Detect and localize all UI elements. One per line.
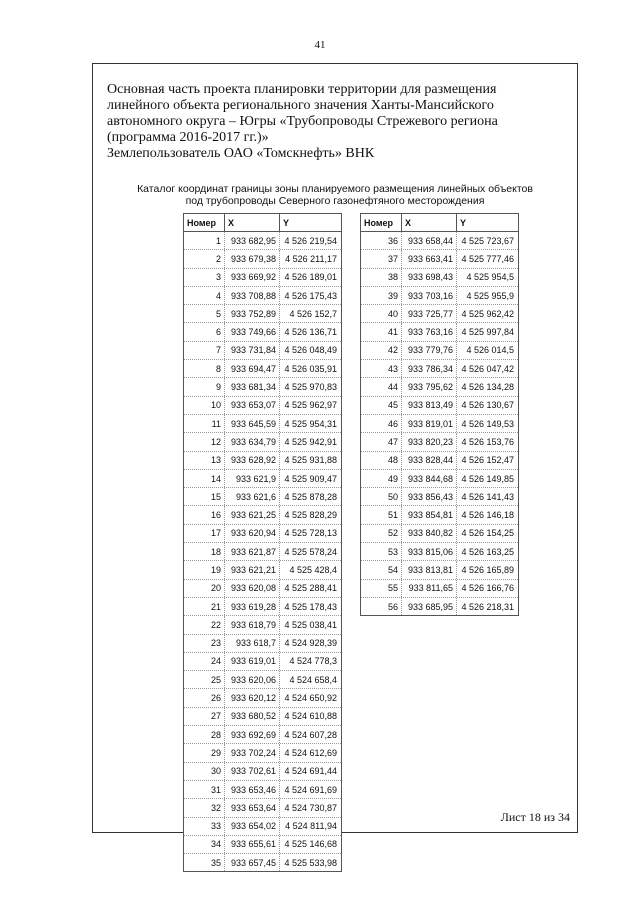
coordinate-x: 933 628,92 xyxy=(225,452,280,469)
coordinate-x: 933 692,69 xyxy=(225,726,280,743)
coordinate-x: 933 820,23 xyxy=(402,433,457,450)
table-row xyxy=(361,287,518,305)
table-row xyxy=(184,452,341,470)
caption-line: Каталог координат границы зоны планируемого размещения линейных объектов xyxy=(137,183,533,195)
point-number: 23 xyxy=(184,635,225,652)
table-row xyxy=(184,763,341,781)
table-row xyxy=(184,689,341,707)
header-line: (программа 2016-2017 гг.)» xyxy=(107,130,269,145)
table-row xyxy=(361,580,518,598)
coordinate-y: 4 524 610,88 xyxy=(284,711,337,722)
coordinate-x: 933 694,47 xyxy=(225,360,280,377)
coordinate-x: 933 621,21 xyxy=(225,561,280,578)
point-number: 7 xyxy=(184,342,225,359)
coordinate-y: 4 525 931,88 xyxy=(284,455,337,466)
table-row xyxy=(184,561,341,579)
point-number: 42 xyxy=(361,342,402,359)
table-header-row xyxy=(361,214,518,232)
table-row xyxy=(184,342,341,360)
coordinate-x: 933 620,12 xyxy=(225,689,280,706)
point-number: 29 xyxy=(184,744,225,761)
coordinate-x: 933 680,52 xyxy=(225,708,280,725)
coordinate-x: 933 618,79 xyxy=(225,616,280,633)
point-number: 17 xyxy=(184,525,225,542)
coordinate-y: 4 526 166,76 xyxy=(461,583,514,594)
coordinate-x: 933 731,84 xyxy=(225,342,280,359)
coordinate-x: 933 658,44 xyxy=(402,232,457,249)
table-row xyxy=(184,397,341,415)
table-row xyxy=(184,525,341,543)
coordinate-x: 933 813,81 xyxy=(402,561,457,578)
table-row xyxy=(361,232,518,250)
coordinate-x: 933 708,88 xyxy=(225,287,280,304)
coordinate-x: 933 703,16 xyxy=(402,287,457,304)
table-row xyxy=(361,543,518,561)
table-row xyxy=(361,269,518,287)
point-number: 16 xyxy=(184,506,225,523)
table-row xyxy=(184,470,341,488)
coordinate-x: 933 856,43 xyxy=(402,488,457,505)
coordinate-y: 4 525 578,24 xyxy=(284,546,337,557)
coordinate-x: 933 752,89 xyxy=(225,305,280,322)
table-row xyxy=(184,543,341,561)
point-number: 24 xyxy=(184,653,225,670)
coordinate-x: 933 815,06 xyxy=(402,543,457,560)
coordinate-x: 933 657,45 xyxy=(225,854,280,871)
point-number: 45 xyxy=(361,397,402,414)
point-number: 8 xyxy=(184,360,225,377)
point-number: 51 xyxy=(361,506,402,523)
coordinate-x: 933 654,02 xyxy=(225,818,280,835)
table-row xyxy=(184,781,341,799)
coordinate-y: 4 525 954,31 xyxy=(284,418,337,429)
coordinate-y: 4 525 962,42 xyxy=(461,308,514,319)
point-number: 38 xyxy=(361,269,402,286)
coordinate-x: 933 618,7 xyxy=(225,635,280,652)
point-number: 55 xyxy=(361,580,402,597)
coordinate-y: 4 525 723,67 xyxy=(461,235,514,246)
table-row xyxy=(361,470,518,488)
point-number: 56 xyxy=(361,598,402,615)
coordinate-y: 4 525 428,4 xyxy=(289,564,337,575)
sheet-label: Лист 18 из 34 xyxy=(500,810,570,824)
column-header-x: X xyxy=(225,214,280,231)
header-line: автономного округа – Югры «Трубопроводы Стрежевого региона xyxy=(107,114,498,129)
point-number: 1 xyxy=(184,232,225,249)
header-line: линейного объекта регионального значения Ханты-Мансийского xyxy=(107,98,494,113)
table-row xyxy=(361,250,518,268)
coordinate-y: 4 526 035,91 xyxy=(284,363,337,374)
point-number: 49 xyxy=(361,470,402,487)
coordinate-y: 4 526 134,28 xyxy=(461,382,514,393)
coordinate-x: 933 619,01 xyxy=(225,653,280,670)
coordinate-x: 933 679,38 xyxy=(225,250,280,267)
point-number: 12 xyxy=(184,433,225,450)
coordinate-x: 933 795,62 xyxy=(402,378,457,395)
coordinate-y: 4 524 607,28 xyxy=(284,729,337,740)
table-row xyxy=(184,744,341,762)
coordinate-y: 4 526 175,43 xyxy=(284,290,337,301)
coordinate-x: 933 682,95 xyxy=(225,232,280,249)
table-row xyxy=(184,598,341,616)
table-row xyxy=(184,836,341,854)
coordinate-y: 4 526 152,47 xyxy=(461,455,514,466)
coordinate-x: 933 819,01 xyxy=(402,415,457,432)
point-number: 36 xyxy=(361,232,402,249)
point-number: 43 xyxy=(361,360,402,377)
coordinate-y: 4 526 211,17 xyxy=(285,253,337,264)
table-row xyxy=(184,506,341,524)
coordinates-table-left xyxy=(183,213,342,872)
point-number: 3 xyxy=(184,269,225,286)
coordinate-x: 933 653,07 xyxy=(225,397,280,414)
table-body-left xyxy=(184,232,341,871)
coordinate-y: 4 524 730,87 xyxy=(284,802,337,813)
document-header xyxy=(107,82,557,162)
point-number: 13 xyxy=(184,452,225,469)
coordinate-y: 4 526 048,49 xyxy=(284,345,337,356)
coordinate-y: 4 525 288,41 xyxy=(284,583,337,594)
table-row xyxy=(184,799,341,817)
coordinate-y: 4 525 970,83 xyxy=(284,382,337,393)
table-row xyxy=(361,525,518,543)
coordinate-y: 4 526 153,76 xyxy=(461,436,514,447)
coordinate-y: 4 525 038,41 xyxy=(284,619,337,630)
table-row xyxy=(184,415,341,433)
coordinate-y: 4 525 146,68 xyxy=(284,839,337,850)
coordinate-y: 4 524 691,44 xyxy=(284,766,337,777)
coordinate-y: 4 525 178,43 xyxy=(284,601,337,612)
table-row xyxy=(361,452,518,470)
point-number: 37 xyxy=(361,250,402,267)
table-caption xyxy=(96,183,574,207)
coordinate-x: 933 634,79 xyxy=(225,433,280,450)
coordinate-x: 933 786,34 xyxy=(402,360,457,377)
coordinate-y: 4 526 154,25 xyxy=(461,528,514,539)
table-row xyxy=(361,378,518,396)
table-row xyxy=(184,616,341,634)
column-header-y: Y xyxy=(460,217,467,228)
coordinate-y: 4 525 777,46 xyxy=(461,253,514,264)
point-number: 19 xyxy=(184,561,225,578)
table-row xyxy=(361,305,518,323)
coordinate-x: 933 653,64 xyxy=(225,799,280,816)
coordinates-table-right xyxy=(360,213,519,616)
table-header-row xyxy=(184,214,341,232)
header-line: Основная часть проекта планировки территории для размещения xyxy=(107,82,497,97)
coordinate-x: 933 685,95 xyxy=(402,598,457,615)
point-number: 50 xyxy=(361,488,402,505)
point-number: 4 xyxy=(184,287,225,304)
point-number: 21 xyxy=(184,598,225,615)
point-number: 20 xyxy=(184,580,225,597)
table-row xyxy=(361,397,518,415)
table-row xyxy=(184,287,341,305)
point-number: 53 xyxy=(361,543,402,560)
point-number: 54 xyxy=(361,561,402,578)
coordinate-y: 4 526 152,7 xyxy=(289,308,337,319)
coordinate-x: 933 620,08 xyxy=(225,580,280,597)
coordinate-y: 4 526 136,71 xyxy=(284,327,337,338)
table-row xyxy=(184,360,341,378)
coordinate-y: 4 524 928,39 xyxy=(284,638,337,649)
coordinate-x: 933 854,81 xyxy=(402,506,457,523)
point-number: 34 xyxy=(184,836,225,853)
point-number: 15 xyxy=(184,488,225,505)
coordinate-y: 4 526 141,43 xyxy=(461,491,514,502)
table-row xyxy=(361,360,518,378)
coordinate-x: 933 763,16 xyxy=(402,323,457,340)
point-number: 18 xyxy=(184,543,225,560)
table-row xyxy=(184,250,341,268)
point-number: 28 xyxy=(184,726,225,743)
coordinate-x: 933 621,9 xyxy=(225,470,280,487)
coordinate-x: 933 681,34 xyxy=(225,378,280,395)
point-number: 9 xyxy=(184,378,225,395)
coordinate-y: 4 526 146,18 xyxy=(461,510,514,521)
coordinate-y: 4 524 811,94 xyxy=(285,821,337,832)
coordinate-x: 933 840,82 xyxy=(402,525,457,542)
coordinate-y: 4 525 942,91 xyxy=(284,436,337,447)
coordinate-x: 933 749,66 xyxy=(225,323,280,340)
table-row xyxy=(184,305,341,323)
coordinate-x: 933 844,68 xyxy=(402,470,457,487)
table-row xyxy=(184,378,341,396)
point-number: 52 xyxy=(361,525,402,542)
point-number: 32 xyxy=(184,799,225,816)
point-number: 39 xyxy=(361,287,402,304)
page-number: 41 xyxy=(314,39,326,51)
point-number: 33 xyxy=(184,818,225,835)
coordinate-y: 4 526 047,42 xyxy=(461,363,514,374)
coordinate-x: 933 702,24 xyxy=(225,744,280,761)
table-row xyxy=(361,561,518,579)
point-number: 47 xyxy=(361,433,402,450)
table-row xyxy=(361,415,518,433)
coordinate-y: 4 524 650,92 xyxy=(284,693,337,704)
coordinate-y: 4 524 612,69 xyxy=(284,747,337,758)
table-row xyxy=(361,433,518,451)
table-row xyxy=(361,488,518,506)
table-body-right xyxy=(361,232,518,615)
table-row xyxy=(184,708,341,726)
point-number: 46 xyxy=(361,415,402,432)
point-number: 10 xyxy=(184,397,225,414)
point-number: 25 xyxy=(184,671,225,688)
coordinate-x: 933 620,94 xyxy=(225,525,280,542)
coordinate-x: 933 620,06 xyxy=(225,671,280,688)
coordinate-x: 933 621,6 xyxy=(225,488,280,505)
coordinate-y: 4 525 909,47 xyxy=(284,473,337,484)
coordinate-y: 4 526 149,53 xyxy=(461,418,514,429)
table-row xyxy=(361,598,518,615)
coordinate-y: 4 526 219,54 xyxy=(284,235,337,246)
table-row xyxy=(184,580,341,598)
coordinate-y: 4 526 163,25 xyxy=(461,546,514,557)
coordinate-x: 933 621,25 xyxy=(225,506,280,523)
column-header-number: Номер xyxy=(184,214,225,231)
caption-line: под трубопроводы Северного газонефтяного месторождения xyxy=(185,195,485,207)
coordinate-y: 4 525 962,97 xyxy=(284,400,337,411)
table-row xyxy=(184,433,341,451)
coordinate-x: 933 828,44 xyxy=(402,452,457,469)
column-header-y: Y xyxy=(283,217,290,228)
table-row xyxy=(184,726,341,744)
coordinate-x: 933 698,43 xyxy=(402,269,457,286)
point-number: 41 xyxy=(361,323,402,340)
table-row xyxy=(184,323,341,341)
point-number: 11 xyxy=(184,415,225,432)
point-number: 30 xyxy=(184,763,225,780)
table-row xyxy=(184,671,341,689)
point-number: 40 xyxy=(361,305,402,322)
point-number: 44 xyxy=(361,378,402,395)
point-number: 2 xyxy=(184,250,225,267)
point-number: 6 xyxy=(184,323,225,340)
table-row xyxy=(184,635,341,653)
coordinate-x: 933 779,76 xyxy=(402,342,457,359)
coordinate-y: 4 526 218,31 xyxy=(461,601,514,612)
point-number: 27 xyxy=(184,708,225,725)
coordinate-y: 4 526 130,67 xyxy=(461,400,514,411)
point-number: 48 xyxy=(361,452,402,469)
table-row xyxy=(184,488,341,506)
coordinate-x: 933 811,65 xyxy=(402,580,457,597)
table-row xyxy=(184,232,341,250)
table-row xyxy=(361,506,518,524)
coordinate-y: 4 525 955,9 xyxy=(466,290,514,301)
coordinate-y: 4 526 149,85 xyxy=(461,473,514,484)
point-number: 14 xyxy=(184,470,225,487)
point-number: 26 xyxy=(184,689,225,706)
point-number: 5 xyxy=(184,305,225,322)
table-row xyxy=(184,269,341,287)
coordinate-x: 933 621,87 xyxy=(225,543,280,560)
column-header-number: Номер xyxy=(361,214,402,231)
table-row xyxy=(184,854,341,871)
coordinate-x: 933 669,92 xyxy=(225,269,280,286)
coordinate-y: 4 525 533,98 xyxy=(284,857,337,868)
coordinate-y: 4 524 658,4 xyxy=(289,674,337,685)
point-number: 35 xyxy=(184,854,225,871)
coordinate-y: 4 524 778,3 xyxy=(289,656,337,667)
coordinate-x: 933 653,46 xyxy=(225,781,280,798)
table-row xyxy=(361,342,518,360)
coordinate-y: 4 525 828,29 xyxy=(284,510,337,521)
point-number: 22 xyxy=(184,616,225,633)
coordinate-x: 933 725,77 xyxy=(402,305,457,322)
coordinate-x: 933 619,28 xyxy=(225,598,280,615)
table-row xyxy=(184,818,341,836)
coordinate-x: 933 645,59 xyxy=(225,415,280,432)
table-row xyxy=(184,653,341,671)
coordinate-y: 4 524 691,69 xyxy=(284,784,337,795)
table-row xyxy=(361,323,518,341)
coordinate-y: 4 525 997,84 xyxy=(461,327,514,338)
coordinate-y: 4 525 954,5 xyxy=(466,272,514,283)
coordinate-y: 4 526 014,5 xyxy=(466,345,514,356)
header-line: Землепользователь ОАО «Томскнефть» ВНК xyxy=(107,146,375,161)
coordinate-y: 4 526 165,89 xyxy=(461,564,514,575)
coordinate-y: 4 526 189,01 xyxy=(284,272,337,283)
column-header-x: X xyxy=(402,214,457,231)
coordinate-x: 933 663,41 xyxy=(402,250,457,267)
coordinate-x: 933 702,61 xyxy=(225,763,280,780)
coordinate-x: 933 813,49 xyxy=(402,397,457,414)
coordinate-x: 933 655,61 xyxy=(225,836,280,853)
point-number: 31 xyxy=(184,781,225,798)
coordinate-y: 4 525 728,13 xyxy=(284,528,337,539)
coordinate-y: 4 525 878,28 xyxy=(284,491,337,502)
